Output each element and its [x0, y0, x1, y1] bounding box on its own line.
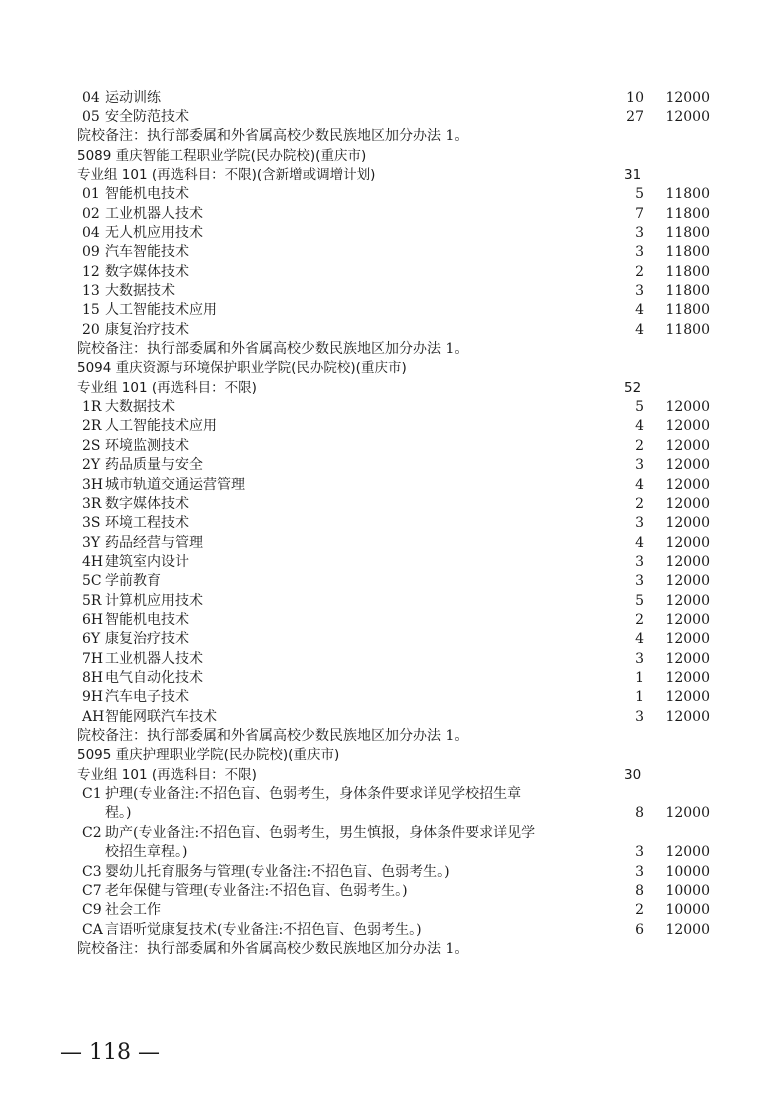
major-name: 护理(专业备注:不招色盲、色弱考生，身体条件要求详见学校招生章 — [105, 786, 522, 803]
major-code: 1R — [82, 399, 102, 416]
major-group-header — [0, 379, 777, 398]
tuition-fee: 12000 — [665, 89, 710, 106]
major-code: 13 — [82, 283, 100, 299]
major-row — [0, 611, 777, 630]
tuition-fee: 12000 — [665, 399, 710, 416]
major-row — [0, 321, 777, 340]
major-name: 汽车电子技术 — [105, 689, 189, 706]
tuition-fee: 11800 — [665, 186, 710, 203]
tuition-fee: 11800 — [665, 263, 710, 280]
major-name-continued: 校招生章程。) — [105, 844, 188, 861]
plan-count: 2 — [635, 263, 644, 280]
major-code: 3R — [82, 495, 102, 512]
major-code: CA — [82, 921, 103, 938]
plan-count: 8 — [635, 882, 644, 899]
page-number: — 118 — — [60, 1040, 160, 1065]
major-group-label: 专业组 101 (再选科目：不限)(含新增或调增计划) — [77, 166, 376, 183]
tuition-fee: 12000 — [665, 611, 710, 628]
tuition-fee: 12000 — [665, 418, 710, 435]
major-name: 环境工程技术 — [105, 515, 189, 532]
tuition-fee: 12000 — [665, 437, 710, 454]
plan-count: 2 — [635, 495, 644, 512]
major-name: 工业机器人技术 — [105, 205, 203, 222]
plan-count: 5 — [635, 186, 644, 203]
tuition-fee: 12000 — [665, 457, 710, 474]
plan-count: 3 — [635, 244, 644, 261]
tuition-fee: 12000 — [665, 553, 710, 570]
major-name: 智能网联汽车技术 — [105, 708, 217, 725]
major-row — [0, 495, 777, 514]
major-row — [0, 592, 777, 611]
major-code: AH — [82, 708, 105, 725]
plan-count: 4 — [635, 302, 644, 319]
major-code: 3Y — [82, 534, 101, 551]
major-name: 运动训练 — [105, 89, 161, 106]
major-code: 6Y — [82, 631, 101, 648]
major-row — [0, 205, 777, 224]
school-note-text: 院校备注：执行部委属和外省属高校少数民族地区加分办法 1。 — [77, 341, 469, 358]
major-row — [0, 282, 777, 301]
major-name: 学前教育 — [105, 573, 161, 590]
tuition-fee: 10000 — [665, 882, 710, 899]
major-name: 助产(专业备注:不招色盲、色弱考生，男生慎报，身体条件要求详见学 — [105, 824, 536, 841]
major-row — [0, 824, 777, 843]
major-code: 9H — [82, 689, 104, 706]
school-note — [0, 940, 777, 959]
major-name: 康复治疗技术 — [105, 631, 189, 648]
school-name: 5089 重庆智能工程职业学院(民办院校)(重庆市) — [77, 147, 367, 164]
major-name: 安全防范技术 — [105, 108, 189, 125]
plan-count: 3 — [635, 553, 644, 570]
major-name: 电气自动化技术 — [105, 670, 203, 686]
major-code: 7H — [82, 650, 104, 667]
major-name: 数字媒体技术 — [105, 263, 189, 280]
major-code: 5C — [82, 573, 102, 590]
school-note-text: 院校备注：执行部委属和外省属高校少数民族地区加分办法 1。 — [77, 940, 469, 957]
plan-count: 4 — [635, 631, 644, 648]
school-note — [0, 340, 777, 359]
major-code: C3 — [82, 863, 102, 880]
major-row — [0, 301, 777, 320]
major-row — [0, 185, 777, 204]
major-code: C7 — [82, 882, 102, 899]
plan-count: 3 — [635, 224, 644, 241]
major-row — [0, 863, 777, 882]
major-code: 09 — [82, 244, 100, 261]
tuition-fee: 10000 — [665, 863, 710, 880]
school-note — [0, 727, 777, 746]
plan-count: 8 — [635, 805, 644, 822]
tuition-fee: 12000 — [665, 534, 710, 551]
major-code: 5R — [82, 592, 102, 609]
school-name: 5095 重庆护理职业学院(民办院校)(重庆市) — [77, 747, 340, 764]
major-row — [0, 534, 777, 553]
tuition-fee: 12000 — [665, 476, 710, 493]
tuition-fee: 12000 — [665, 631, 710, 648]
tuition-fee: 11800 — [665, 283, 710, 299]
major-row — [0, 901, 777, 920]
major-row — [0, 89, 777, 108]
major-name: 建筑室内设计 — [105, 553, 189, 570]
plan-count: 5 — [635, 399, 644, 416]
major-name: 老年保健与管理(专业备注:不招色盲、色弱考生。) — [105, 882, 408, 899]
school-name: 5094 重庆资源与环境保护职业学院(民办院校)(重庆市) — [77, 360, 407, 377]
school-header — [0, 746, 777, 765]
major-row — [0, 572, 777, 591]
major-row — [0, 785, 777, 804]
major-name: 计算机应用技术 — [105, 592, 203, 609]
major-code: 6H — [82, 611, 104, 628]
plan-count: 27 — [626, 108, 644, 125]
major-code: 02 — [82, 205, 100, 222]
major-name: 药品经营与管理 — [105, 534, 203, 551]
tuition-fee: 11800 — [665, 205, 710, 222]
plan-count: 3 — [635, 650, 644, 667]
plan-count: 1 — [635, 670, 644, 686]
plan-count: 3 — [635, 283, 644, 299]
major-code: C2 — [82, 824, 102, 841]
major-row-continuation — [0, 843, 777, 862]
plan-count: 3 — [635, 457, 644, 474]
major-code: 3H — [82, 476, 104, 493]
major-row — [0, 108, 777, 127]
tuition-fee: 10000 — [665, 902, 710, 919]
plan-count: 1 — [635, 689, 644, 706]
major-row — [0, 398, 777, 417]
major-name: 环境监测技术 — [105, 437, 189, 454]
plan-count: 3 — [635, 863, 644, 880]
major-name: 智能机电技术 — [105, 611, 189, 628]
group-plan-total: 30 — [624, 766, 642, 783]
major-name: 大数据技术 — [105, 399, 175, 416]
major-name: 人工智能技术应用 — [105, 302, 217, 319]
major-row — [0, 263, 777, 282]
plan-count: 7 — [635, 205, 644, 222]
plan-count: 4 — [635, 321, 644, 338]
major-code: 15 — [82, 302, 100, 319]
tuition-fee: 12000 — [665, 689, 710, 706]
major-row — [0, 476, 777, 495]
major-row — [0, 437, 777, 456]
major-code: 20 — [82, 321, 100, 338]
major-row — [0, 688, 777, 707]
major-row — [0, 650, 777, 669]
school-header — [0, 147, 777, 166]
tuition-fee: 12000 — [665, 708, 710, 725]
school-header — [0, 359, 777, 378]
plan-count: 3 — [635, 708, 644, 725]
major-code: C9 — [82, 902, 102, 919]
major-row — [0, 224, 777, 243]
major-row — [0, 882, 777, 901]
plan-count: 2 — [635, 611, 644, 628]
tuition-fee: 11800 — [665, 224, 710, 241]
major-name: 智能机电技术 — [105, 186, 189, 203]
major-name: 数字媒体技术 — [105, 495, 189, 512]
major-name: 人工智能技术应用 — [105, 418, 217, 435]
major-code: 12 — [82, 263, 100, 280]
tuition-fee: 12000 — [665, 670, 710, 686]
major-row — [0, 417, 777, 436]
group-plan-total: 52 — [624, 379, 642, 396]
major-row — [0, 456, 777, 475]
tuition-fee: 12000 — [665, 495, 710, 512]
plan-count: 3 — [635, 573, 644, 590]
school-note-text: 院校备注：执行部委属和外省属高校少数民族地区加分办法 1。 — [77, 128, 469, 145]
major-code: 01 — [82, 186, 100, 203]
major-name: 婴幼儿托育服务与管理(专业备注:不招色盲、色弱考生。) — [105, 863, 450, 880]
major-code: 3S — [82, 515, 101, 532]
major-name: 汽车智能技术 — [105, 244, 189, 261]
major-name: 城市轨道交通运营管理 — [105, 476, 245, 493]
group-plan-total: 31 — [624, 166, 642, 183]
major-row — [0, 921, 777, 940]
tuition-fee: 12000 — [665, 108, 710, 125]
major-row-continuation — [0, 804, 777, 823]
major-code: 05 — [82, 108, 100, 125]
major-row — [0, 669, 777, 688]
major-row — [0, 514, 777, 533]
tuition-fee: 12000 — [665, 844, 710, 861]
major-code: 2S — [82, 437, 101, 454]
major-code: 2R — [82, 418, 102, 435]
major-code: 04 — [82, 89, 100, 106]
tuition-fee: 12000 — [665, 921, 710, 938]
major-name-continued: 程。) — [105, 805, 132, 822]
tuition-fee: 12000 — [665, 592, 710, 609]
plan-count: 4 — [635, 476, 644, 493]
plan-count: 2 — [635, 902, 644, 919]
tuition-fee: 11800 — [665, 244, 710, 261]
plan-count: 5 — [635, 592, 644, 609]
major-group-header — [0, 166, 777, 185]
major-row — [0, 553, 777, 572]
major-code: 8H — [82, 670, 104, 686]
tuition-fee: 11800 — [665, 302, 710, 319]
tuition-fee: 12000 — [665, 515, 710, 532]
plan-count: 3 — [635, 844, 644, 861]
plan-count: 3 — [635, 515, 644, 532]
major-code: 4H — [82, 553, 104, 570]
tuition-fee: 11800 — [665, 321, 710, 338]
major-name: 社会工作 — [105, 902, 161, 919]
major-name: 言语听觉康复技术(专业备注:不招色盲、色弱考生。) — [105, 921, 422, 938]
major-row — [0, 243, 777, 262]
major-name: 药品质量与安全 — [105, 457, 203, 474]
tuition-fee: 12000 — [665, 805, 710, 822]
major-code: C1 — [82, 786, 102, 803]
major-row — [0, 630, 777, 649]
school-note-text: 院校备注：执行部委属和外省属高校少数民族地区加分办法 1。 — [77, 728, 469, 745]
plan-count: 4 — [635, 418, 644, 435]
plan-count: 10 — [626, 89, 644, 106]
plan-count: 6 — [635, 921, 644, 938]
major-code: 04 — [82, 224, 100, 241]
school-note — [0, 127, 777, 146]
tuition-fee: 12000 — [665, 650, 710, 667]
tuition-fee: 12000 — [665, 573, 710, 590]
major-name: 无人机应用技术 — [105, 224, 203, 241]
major-code: 2Y — [82, 457, 101, 474]
major-name: 康复治疗技术 — [105, 321, 189, 338]
major-name: 大数据技术 — [105, 283, 175, 299]
plan-count: 4 — [635, 534, 644, 551]
major-group-label: 专业组 101 (再选科目：不限) — [77, 379, 257, 396]
major-group-header — [0, 766, 777, 785]
major-row — [0, 708, 777, 727]
major-group-label: 专业组 101 (再选科目：不限) — [77, 766, 257, 783]
plan-count: 2 — [635, 437, 644, 454]
major-name: 工业机器人技术 — [105, 650, 203, 667]
